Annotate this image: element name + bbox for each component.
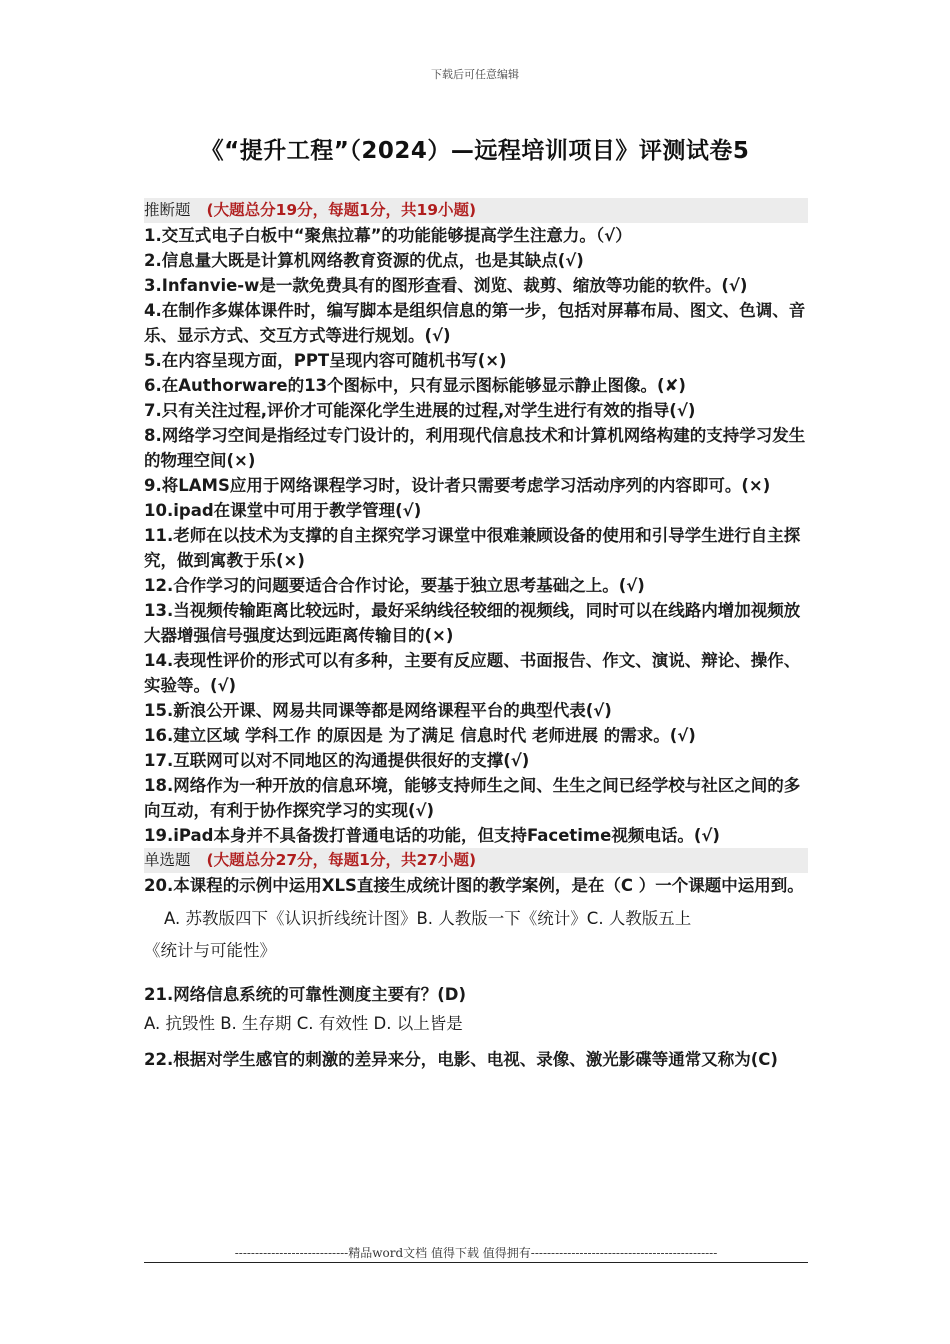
header-note: 下载后可任意编辑	[431, 68, 519, 81]
question-item: 13.当视频传输距离比较远时，最好采纳线径较细的视频线，同时可以在线路内增加视频放大器增强信号强度达到远距离传输目的(×)	[144, 601, 801, 645]
question-item: 5.在内容呈现方面，PPT呈现内容可随机书写(×)	[144, 351, 507, 370]
question-item: 16.建立区域 学科工作 的原因是 为了满足 信息时代 老师进展 的需求。(√)	[144, 726, 696, 745]
question-item: 3.Infanvie-w是一款免费具有的图形查看、浏览、裁剪、缩放等功能的软件。(√)	[144, 276, 748, 295]
section-header-judgment	[144, 198, 808, 223]
question-item: 18.网络作为一种开放的信息环境，能够支持师生之间、生生之间已经学校与社区之间的多向互动，有利于协作探究学习的实现(√)	[144, 776, 801, 820]
section-label: 单选题	[144, 851, 191, 869]
question-item: 15.新浪公开课、网易共同课等都是网络课程平台的典型代表(√)	[144, 701, 612, 720]
section-label: 推断题	[144, 201, 191, 219]
question-item: 1.交互式电子白板中“聚焦拉幕”的功能能够提高学生注意力。（√）	[144, 226, 632, 245]
question-item: 9.将LAMS应用于网络课程学习时，设计者只需要考虑学习活动序列的内容即可。(×)	[144, 476, 771, 495]
question-item: 6.在Authorware的13个图标中，只有显示图标能够显示静止图像。(✘)	[144, 376, 686, 395]
document-body	[144, 198, 808, 1072]
question-22-stem: 22.根据对学生感官的刺激的差异来分，电影、电视、录像、激光影碟等通常又称为(C)	[144, 1050, 778, 1069]
question-20-options: A. 苏教版四下《认识折线统计图》B. 人教版一下《统计》C. 人教版五上	[164, 909, 692, 928]
question-item: 7.只有关注过程,评价才可能深化学生进展的过程,对学生进行有效的指导(√)	[144, 401, 696, 420]
question-item: 10.ipad在课堂中可用于教学管理(√)	[144, 501, 422, 520]
question-item: 11.老师在以技术为支撑的自主探究学习课堂中很难兼顾设备的使用和引导学生进行自主探究，做到寓教于乐(×)	[144, 526, 801, 570]
question-item: 12.合作学习的问题要适合合作讨论，要基于独立思考基础之上。(√)	[144, 576, 645, 595]
question-20-stem: 20.本课程的示例中运用XLS直接生成统计图的教学案例，是在（C ）一个课题中运用到。	[144, 876, 804, 895]
question-item: 4.在制作多媒体课件时，编写脚本是组织信息的第一步，包括对屏幕布局、图文、色调、音乐、显示方式、交互方式等进行规划。(√)	[144, 301, 806, 345]
page-title: 《“提升工程”（2024）—远程培训项目》评测试卷5	[200, 138, 750, 164]
question-21-stem: 21.网络信息系统的可靠性测度主要有？(D)	[144, 985, 467, 1004]
question-item: 14.表现性评价的形式可以有多种，主要有反应题、书面报告、作文、演说、辩论、操作、实验等。(√)	[144, 651, 801, 695]
footer-note: ----------------------------精品word文档 值得下载 值得拥有----------------------------------------------	[234, 1246, 718, 1260]
question-item: 17.互联网可以对不同地区的沟通提供很好的支撑(√)	[144, 751, 530, 770]
question-20-options-cont: 《统计与可能性》	[144, 941, 276, 960]
footer-divider	[144, 1262, 808, 1263]
question-item: 2.信息量大既是计算机网络教育资源的优点，也是其缺点(√)	[144, 251, 584, 270]
section-info: (大题总分19分，每题1分，共19小题)	[206, 201, 477, 219]
question-list-judgment	[144, 223, 808, 848]
question-item: 19.iPad本身并不具备拨打普通电话的功能，但支持Facetime视频电话。(√)	[144, 826, 720, 845]
section-info: (大题总分27分，每题1分，共27小题)	[206, 851, 477, 869]
question-item: 8.网络学习空间是指经过专门设计的，利用现代信息技术和计算机网络构建的支持学习发生的物理空间(×)	[144, 426, 806, 470]
question-21-options: A. 抗毁性 B. 生存期 C. 有效性 D. 以上皆是	[144, 1014, 463, 1033]
section-header-single-choice	[144, 848, 808, 873]
